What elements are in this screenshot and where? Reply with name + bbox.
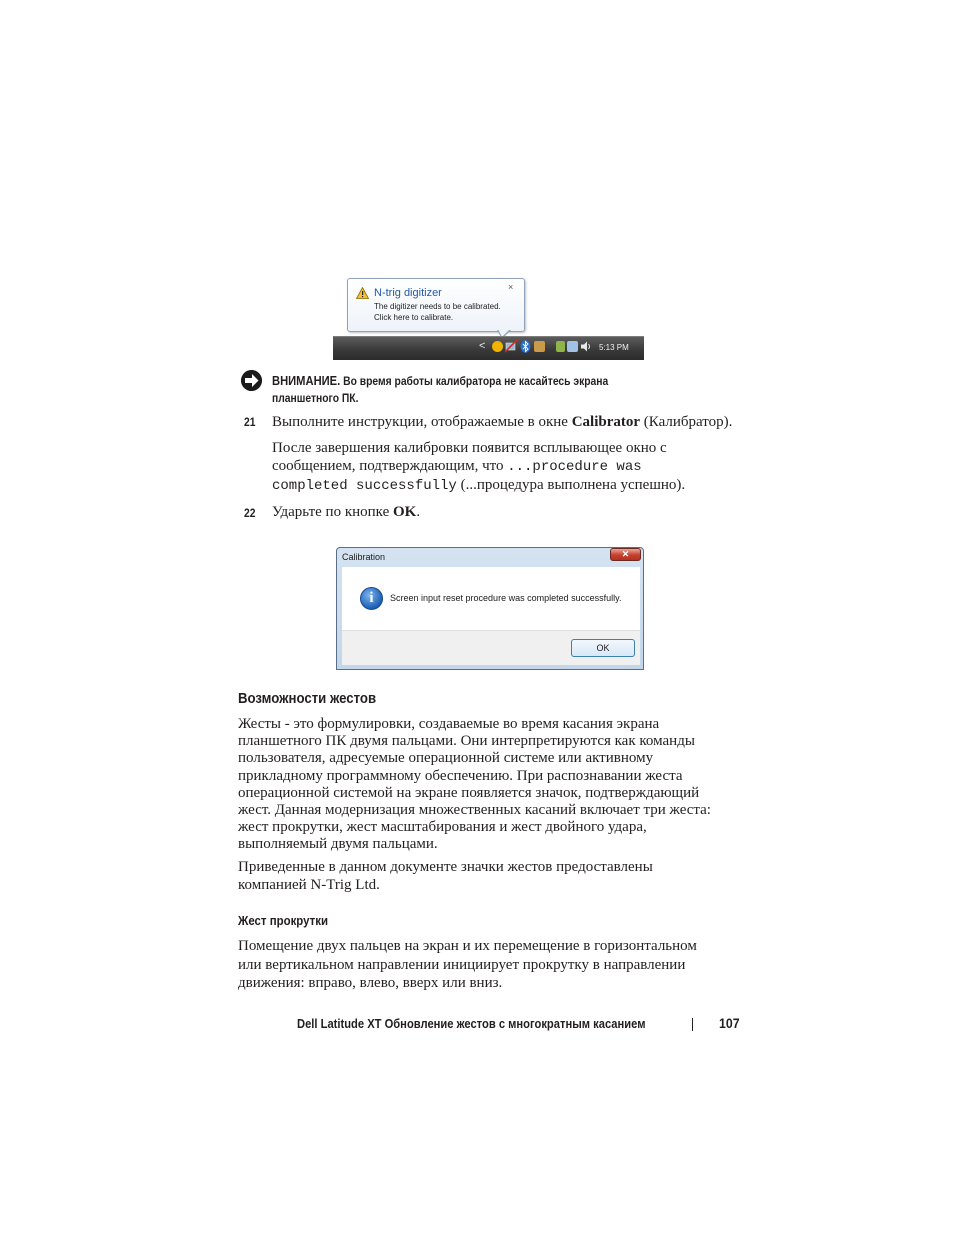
procedure-message-code-tail: completed successfully <box>272 478 457 494</box>
calibrator-label: Calibrator <box>571 414 641 430</box>
paragraph-line: планшетного ПК двумя пальцами. Они интерпретируются как команды <box>238 733 695 750</box>
balloon-title: N-trig digitizer <box>374 287 442 299</box>
step-21-note-translation: (...процедура выполнена успешно). <box>456 477 686 493</box>
dialog-close-button[interactable]: ✕ <box>610 548 641 561</box>
dialog-title: Calibration <box>342 552 386 562</box>
ok-label: OK <box>392 504 417 520</box>
paragraph-line: жест. Данная модернизация множественных касаний включает три жеста: <box>238 802 711 819</box>
info-icon: i <box>360 587 383 610</box>
warning-icon <box>356 287 369 299</box>
step-21-note-line-2 <box>272 457 642 476</box>
ok-button[interactable]: OK <box>571 639 635 657</box>
volume-icon[interactable] <box>580 340 592 353</box>
step-22-instruction <box>272 503 420 521</box>
page-number: 107 <box>719 1015 740 1031</box>
paragraph-line: жест прокрутки, жест масштабирования и жест двойного удара, <box>238 819 647 836</box>
paragraph-line: или вертикальном направлении инициирует прокрутку в направлении <box>238 956 686 973</box>
bluetooth-icon[interactable] <box>520 340 531 353</box>
paragraph-line: Жесты - это формулировки, создаваемые во время касания экрана <box>238 716 660 732</box>
power-icon[interactable] <box>556 341 565 352</box>
step-21-text-tail: (Калибратор). <box>640 414 733 430</box>
taskbar <box>333 336 644 360</box>
step-22-text-tail: . <box>416 504 421 520</box>
display-icon[interactable] <box>567 341 578 352</box>
caution-label: ВНИМАНИЕ. <box>272 373 341 388</box>
paragraph-line: пользователя, адресуемые операционной системе или активному <box>238 750 654 767</box>
caution-notice <box>272 372 633 407</box>
caution-text-line-1: Во время работы калибратора не касайтесь экрана <box>340 374 609 388</box>
paragraph-line: Приведенные в данном документе значки жестов предоставлены <box>238 859 653 875</box>
step-22-text: Ударьте по кнопке <box>272 504 393 520</box>
step-21-note-text: сообщением, подтверждающим, что <box>272 458 508 474</box>
footer-separator <box>692 1018 693 1031</box>
section-paragraph-1 <box>238 716 711 854</box>
paragraph-line: Помещение двух пальцев на экран и их перемещение в горизонтальном <box>238 938 697 954</box>
caution-text-line-2: планшетного ПК. <box>272 391 359 405</box>
ntrig-tray-icon[interactable] <box>492 341 503 352</box>
tools-icon[interactable] <box>534 341 545 352</box>
subsection-paragraph <box>238 937 697 993</box>
paragraph-line: операционной системой на экране появляется значок, подтверждающий <box>238 784 700 801</box>
step-number: 21 <box>244 415 256 429</box>
section-heading: Возможности жестов <box>238 690 377 707</box>
step-21-note-line-3 <box>272 476 685 495</box>
tray-clock[interactable]: 5:13 PM <box>599 343 629 352</box>
procedure-message-code: ...procedure was <box>507 459 642 475</box>
footer-title: Dell Latitude XT Обновление жестов с многократным касанием <box>297 1016 646 1031</box>
step-21-text: Выполните инструкции, отображаемые в окне <box>272 414 572 430</box>
step-21-instruction <box>272 413 732 431</box>
balloon-message-line-2[interactable]: Click here to calibrate. <box>374 313 454 322</box>
paragraph-line: движения: вправо, влево, вверх или вниз. <box>238 975 503 991</box>
dialog-message: Screen input reset procedure was completed successfully. <box>390 593 622 603</box>
paragraph-line: компанией N-Trig Ltd. <box>238 877 380 893</box>
step-21-note-line-1: После завершения калибровки появится всплывающее окно с <box>272 440 667 456</box>
balloon-message-line-1[interactable]: The digitizer needs to be calibrated. <box>374 302 501 311</box>
network-warning-icon[interactable] <box>505 340 518 353</box>
caution-icon <box>241 370 262 391</box>
tray-expand-chevron-icon[interactable]: < <box>479 340 486 352</box>
paragraph-line: выполняемый двумя пальцами. <box>238 836 438 853</box>
section-paragraph-2 <box>238 858 653 894</box>
step-number: 22 <box>244 506 256 520</box>
paragraph-line: прикладному программному обеспечению. При распознавании жеста <box>238 767 683 784</box>
subsection-heading: Жест прокрутки <box>238 913 329 928</box>
balloon-close-icon[interactable]: × <box>508 282 514 292</box>
